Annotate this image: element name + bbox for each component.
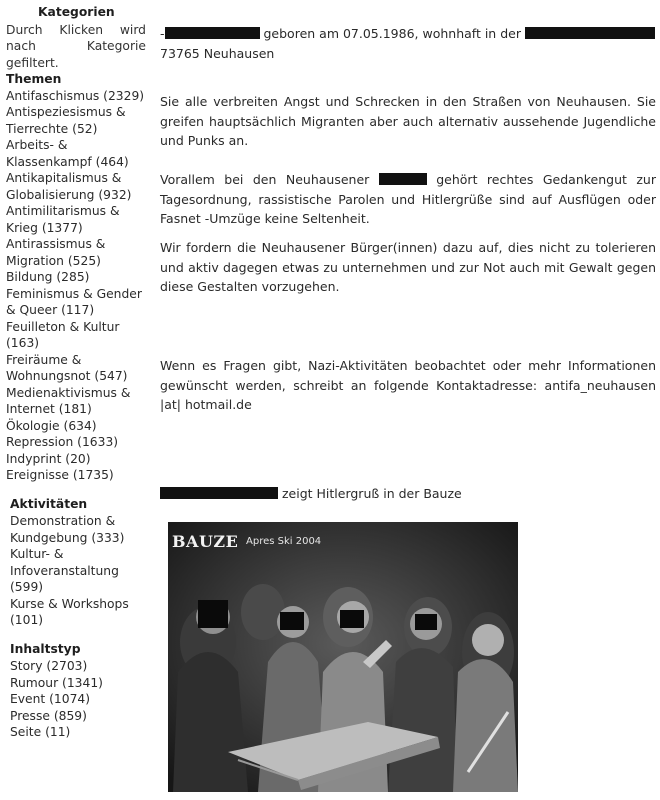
themen-heading: Themen [6, 72, 62, 86]
category-link-feminismus[interactable]: Feminismus & Gender & Queer (117) [6, 286, 142, 317]
redaction-bar [525, 27, 655, 39]
aktivitaeten-section [6, 496, 146, 629]
category-link-antikapitalismus[interactable]: Antikapitalismus & Globalisierung (932) [6, 171, 132, 202]
type-link-rumour[interactable]: Rumour (1341) [10, 675, 103, 690]
filter-note-line: Durch Klicken wird [6, 22, 146, 37]
category-link-repression[interactable]: Repression (1633) [6, 435, 119, 449]
sidebar [6, 4, 146, 741]
caption-text: zeigt Hitlergruß in der Bauze [281, 486, 462, 501]
kategorien-heading: Kategorien [38, 5, 115, 19]
redaction-bar [379, 173, 427, 185]
category-link-antirassismus[interactable]: Antirassismus & Migration (525) [6, 237, 106, 268]
themen-list [6, 88, 146, 484]
aktivitaeten-list [10, 513, 146, 629]
intro-place: 73765 Neuhausen [160, 45, 275, 61]
category-link-antifaschismus[interactable]: Antifaschismus (2329) [6, 88, 145, 103]
aktivitaeten-heading: Aktivitäten [10, 496, 88, 511]
category-link-infoveranstaltung[interactable]: Kultur- & Infoveranstaltung (599) [10, 547, 119, 594]
category-link-feuilleton[interactable]: Feuilleton & Kultur (163) [6, 319, 120, 350]
paragraph-vorallem [160, 170, 656, 229]
inhaltstyp-section [6, 641, 146, 741]
photo-caption [160, 484, 656, 504]
filter-note-line: gefiltert. [6, 55, 59, 70]
category-link-antimilitarismus[interactable]: Antimilitarismus & Krieg (1377) [6, 204, 120, 235]
category-link-oekologie[interactable]: Ökologie (634) [6, 418, 97, 433]
redaction-bar [160, 487, 278, 499]
filter-note-line: nach Kategorie [6, 39, 146, 53]
paragraph-kontakt: Wenn es Fragen gibt, Nazi-Aktivitäten beobachtet oder mehr Informationen gewünscht werden, schreibt an folgende Kontaktadresse: antifa_neuhausen |at| hotmail.de [160, 358, 656, 412]
type-link-event[interactable]: Event (1074) [10, 692, 91, 706]
type-link-seite[interactable]: Seite (11) [10, 725, 71, 739]
paragraph-fordern: Wir fordern die Neuhausener Bürger(innen) dazu auf, dies nicht zu tolerieren und aktiv dagegen etwas zu unternehmen und zur Not auch mit Gewalt gegen diese Gestalten vorzugehen. [160, 240, 656, 294]
inhaltstyp-heading: Inhaltstyp [10, 641, 81, 656]
category-link-demonstration[interactable]: Demonstration & Kundgebung (333) [10, 514, 125, 545]
category-link-ereignisse[interactable]: Ereignisse (1735) [6, 468, 114, 482]
category-link-medienaktivismus[interactable]: Medienaktivismus & Internet (181) [6, 385, 131, 416]
intro-prefix: - [160, 26, 165, 41]
category-link-workshops[interactable]: Kurse & Workshops (101) [10, 596, 129, 627]
paragraph-angst: Sie alle verbreiten Angst und Schrecken in den Straßen von Neuhausen. Sie greifen hauptsächlich Migranten aber auch alternativ aussehende Jugendliche und Punks an. [160, 94, 656, 148]
intro-paragraph [160, 24, 656, 63]
category-link-antispeziesismus[interactable]: Antispeziesismus & Tierrechte (52) [6, 105, 126, 136]
photo-scene [168, 522, 518, 792]
type-link-presse[interactable]: Presse (859) [10, 708, 87, 723]
vorallem-start: Vorallem bei den Neuhausener [160, 172, 370, 187]
category-link-indyprint[interactable]: Indyprint (20) [6, 451, 91, 466]
vorallem-end: gehört rechtes Gedankengut zur Tagesordnung, rassistische Parolen und Hitlergrüße sind auf Ausflügen oder Fasnet -Umzüge keine Seltenheit. [160, 172, 656, 226]
redaction-bar [165, 27, 260, 39]
filter-note [6, 22, 146, 72]
category-link-arbeitskampf[interactable]: Arbeits- & Klassenkampf (464) [6, 138, 129, 169]
category-link-freiraeume[interactable]: Freiräume & Wohnungsnot (547) [6, 352, 128, 383]
photo-subtitle: Apres Ski 2004 [246, 536, 322, 547]
bauze-photo [168, 522, 518, 792]
bauze-logo: BAUZE [172, 532, 239, 551]
themen-section [6, 71, 146, 484]
intro-text: geboren am 07.05.1986, wohnhaft in der [263, 26, 521, 41]
inhaltstyp-list [10, 658, 146, 741]
type-link-story[interactable]: Story (2703) [10, 659, 88, 673]
category-link-bildung[interactable]: Bildung (285) [6, 270, 90, 284]
